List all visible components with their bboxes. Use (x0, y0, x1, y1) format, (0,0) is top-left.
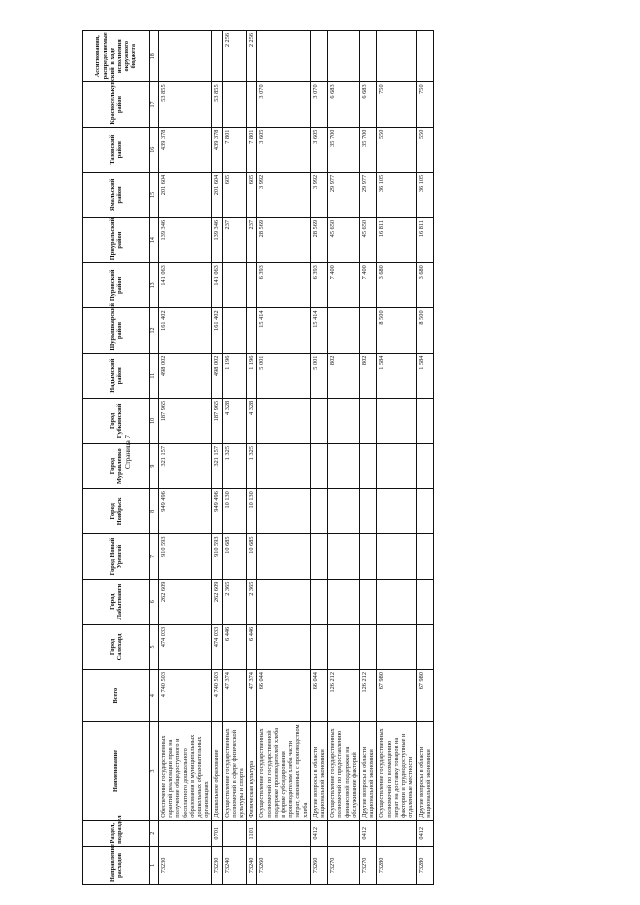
table-cell: 29 977 (328, 172, 360, 217)
column-index-cell: 12 (150, 308, 159, 353)
table-cell: 0701 (212, 820, 222, 846)
table-cell: 3 070 (257, 82, 310, 127)
column-index-cell: 8 (150, 489, 159, 534)
column-header: Город Ноябрьск (83, 489, 150, 534)
table-cell (416, 579, 433, 624)
table-cell: 1 196 (222, 353, 247, 398)
table-cell: 10 685 (247, 534, 257, 579)
table-cell (416, 444, 433, 489)
table-cell: 66 044 (257, 670, 310, 722)
column-header: Пуровский район (83, 263, 150, 308)
table-cell (328, 489, 360, 534)
table-cell: 47 374 (222, 670, 247, 722)
column-header: Город Губкинский (83, 398, 150, 443)
table-cell: Другие вопросы в области национальной экономики (310, 722, 327, 820)
table-cell (377, 624, 416, 669)
table-cell: 141 063 (212, 263, 222, 308)
table-cell: 605 (247, 172, 257, 217)
table-cell: 4 740 503 (159, 670, 212, 722)
table-cell (222, 82, 247, 127)
table-cell (257, 31, 310, 82)
table-cell (416, 624, 433, 669)
column-index-cell: 15 (150, 172, 159, 217)
table-cell: 6 393 (310, 263, 327, 308)
column-header: Наименование (83, 722, 150, 820)
table-row (328, 31, 360, 885)
table-cell: Другие вопросы в области национальной экономики (416, 722, 433, 820)
table-cell (360, 398, 377, 443)
column-index-cell: 3 (150, 722, 159, 820)
column-header: Ямальский район (83, 172, 150, 217)
table-cell: 0412 (310, 820, 327, 846)
table-cell: 2 365 (222, 579, 247, 624)
table-cell: 73240 (222, 846, 247, 884)
table-cell: 73260 (310, 846, 327, 884)
table-cell (328, 579, 360, 624)
table-cell (377, 31, 416, 82)
column-index-cell: 10 (150, 398, 159, 443)
table-cell: Осуществление государственных полномочий по государственной поддержке производителей хлеба в форме субсидирования производителям хлеба части затрат, связанных с производством хлеба (257, 722, 310, 820)
table-cell: 910 593 (159, 534, 212, 579)
table-cell: 550 (416, 127, 433, 172)
table-cell (222, 263, 247, 308)
table-cell: 237 (222, 218, 247, 263)
table-cell (257, 534, 310, 579)
table-cell: 187 965 (159, 398, 212, 443)
table-cell: 8 500 (416, 308, 433, 353)
table-cell (377, 534, 416, 579)
table-cell (328, 398, 360, 443)
column-index-cell: 5 (150, 624, 159, 669)
column-index-cell: 16 (150, 127, 159, 172)
table-cell: 750 (377, 82, 416, 127)
table-cell: 28 569 (257, 218, 310, 263)
table-cell: Осуществление государственных полномочий в сфере физической культуры и спорта (222, 722, 247, 820)
table-cell: 201 604 (159, 172, 212, 217)
table-cell: 7 400 (328, 263, 360, 308)
column-index-cell: 11 (150, 353, 159, 398)
table-row (257, 31, 310, 885)
table-cell (310, 444, 327, 489)
table-cell: 10 685 (222, 534, 247, 579)
table-cell (247, 308, 257, 353)
table-cell: 3 680 (416, 263, 433, 308)
column-header: Красноселькупский район (83, 82, 150, 127)
table-cell: 0412 (416, 820, 433, 846)
table-cell: 3 680 (377, 263, 416, 308)
table-cell: 73260 (257, 846, 310, 884)
rotated-table-container (82, 30, 582, 885)
table-cell (257, 398, 310, 443)
table-row (159, 31, 212, 885)
table-cell (257, 444, 310, 489)
table-cell: 53 855 (159, 82, 212, 127)
table-cell: 8 500 (377, 308, 416, 353)
table-cell: 141 063 (159, 263, 212, 308)
table-cell: 73230 (159, 846, 212, 884)
table-cell: 3 070 (310, 82, 327, 127)
table-cell (247, 263, 257, 308)
table-row (377, 31, 416, 885)
table-cell: 262 609 (212, 579, 222, 624)
table-cell: 161 402 (159, 308, 212, 353)
column-header: Ассигнования, распределяемые в ходе исполнения окружного бюджета (83, 31, 150, 82)
table-cell: 45 650 (328, 218, 360, 263)
table-cell: 36 105 (377, 172, 416, 217)
column-header: Город Новый Уренгой (83, 534, 150, 579)
table-cell: 16 811 (377, 218, 416, 263)
table-row (360, 31, 377, 885)
column-header: Надымский район (83, 353, 150, 398)
table-cell: 1 196 (247, 353, 257, 398)
table-cell: 605 (222, 172, 247, 217)
table-cell (212, 31, 222, 82)
table-cell: 35 700 (328, 127, 360, 172)
column-index-row (150, 31, 159, 885)
table-body (159, 31, 434, 885)
table-cell: 474 033 (212, 624, 222, 669)
table-cell (159, 31, 212, 82)
table-cell (257, 579, 310, 624)
table-cell: Дошкольное образование (212, 722, 222, 820)
table-cell (247, 82, 257, 127)
table-cell: 6 446 (222, 624, 247, 669)
table-cell: 67 980 (416, 670, 433, 722)
table-cell (310, 398, 327, 443)
table-cell (310, 579, 327, 624)
column-header: Приуральский район (83, 218, 150, 263)
table-cell: 802 (328, 353, 360, 398)
table-cell: 67 980 (377, 670, 416, 722)
table-cell: 1 325 (222, 444, 247, 489)
table-cell: 139 346 (212, 218, 222, 263)
table-cell: 126 212 (328, 670, 360, 722)
table-cell: 73240 (247, 846, 257, 884)
table-cell: 28 569 (310, 218, 327, 263)
column-index-cell: 7 (150, 534, 159, 579)
table-cell: 750 (416, 82, 433, 127)
column-index-cell: 18 (150, 31, 159, 82)
table-cell (257, 820, 310, 846)
table-cell (310, 31, 327, 82)
table-cell: 73280 (416, 846, 433, 884)
table-cell: 126 212 (360, 670, 377, 722)
table-cell (416, 534, 433, 579)
table-cell: 7 801 (247, 127, 257, 172)
table-cell (360, 534, 377, 579)
table-cell (310, 489, 327, 534)
table-cell (360, 489, 377, 534)
table-cell (222, 820, 247, 846)
column-header: Город Салехард (83, 624, 150, 669)
column-header: Направление расходов (83, 846, 150, 884)
column-header: Раздел, подраздел (83, 820, 150, 846)
table-cell (328, 308, 360, 353)
table-cell (328, 444, 360, 489)
table-cell: 15 414 (310, 308, 327, 353)
table-cell: Обеспечение государственных гарантий реализации прав на получение общедоступного и бесплатного дошкольного образования в муниципальных дошкольных образовательных организациях (159, 722, 212, 820)
table-cell: 187 965 (212, 398, 222, 443)
table-cell (377, 579, 416, 624)
column-header: Всего (83, 670, 150, 722)
table-cell (328, 31, 360, 82)
table-cell: 73230 (212, 846, 222, 884)
table-cell: 4 328 (247, 398, 257, 443)
table-cell: 1 584 (416, 353, 433, 398)
table-cell (416, 398, 433, 443)
table-cell: 2 256 (222, 31, 247, 82)
table-cell: 47 374 (247, 670, 257, 722)
table-cell: 321 157 (159, 444, 212, 489)
table-cell: 4 740 503 (212, 670, 222, 722)
table-cell: 550 (377, 127, 416, 172)
table-cell: 949 496 (159, 489, 212, 534)
table-cell: Другие вопросы в области национальной экономики (360, 722, 377, 820)
table-cell: 73280 (377, 846, 416, 884)
table-cell: 1 325 (247, 444, 257, 489)
table-cell: 321 157 (212, 444, 222, 489)
table-cell: 15 414 (257, 308, 310, 353)
table-cell (257, 489, 310, 534)
table-cell: 7 801 (222, 127, 247, 172)
table-cell (159, 820, 212, 846)
table-cell: 237 (247, 218, 257, 263)
table-row (310, 31, 327, 885)
table-cell: Физическая культура (247, 722, 257, 820)
table-cell (222, 308, 247, 353)
table-cell: 16 811 (416, 218, 433, 263)
table-cell: 802 (360, 353, 377, 398)
table-cell: 3 992 (257, 172, 310, 217)
table-cell: 262 609 (159, 579, 212, 624)
column-index-cell: 4 (150, 670, 159, 722)
table-cell (377, 820, 416, 846)
table-cell: 498 002 (159, 353, 212, 398)
column-index-cell: 14 (150, 218, 159, 263)
table-cell: 5 001 (257, 353, 310, 398)
table-cell: 1101 (247, 820, 257, 846)
column-header: Шурышкарский район (83, 308, 150, 353)
table-cell (377, 489, 416, 534)
table-cell: Осуществление государственных полномочий по возмещению затрат на доставку товаров на фактории и труднодоступные и отдаленные местности (377, 722, 416, 820)
table-cell: 6 683 (360, 82, 377, 127)
table-cell (416, 31, 433, 82)
table-cell: 0412 (360, 820, 377, 846)
column-header: Город Муравленко (83, 444, 150, 489)
table-cell: 161 402 (212, 308, 222, 353)
column-index-cell: 17 (150, 82, 159, 127)
table-cell: 3 605 (310, 127, 327, 172)
table-cell (310, 534, 327, 579)
table-cell: 910 593 (212, 534, 222, 579)
table-cell (310, 624, 327, 669)
table-cell: 73270 (328, 846, 360, 884)
table-cell: 139 346 (159, 218, 212, 263)
table-cell (377, 444, 416, 489)
table-cell: 36 105 (416, 172, 433, 217)
table-cell: 7 400 (360, 263, 377, 308)
table-cell: 3 992 (310, 172, 327, 217)
table-cell: 10 130 (222, 489, 247, 534)
budget-table (82, 30, 434, 885)
table-cell (360, 444, 377, 489)
table-cell: 5 001 (310, 353, 327, 398)
column-index-cell: 2 (150, 820, 159, 846)
table-row (247, 31, 257, 885)
column-index-cell: 9 (150, 444, 159, 489)
table-cell: 1 584 (377, 353, 416, 398)
column-index-cell: 1 (150, 846, 159, 884)
column-index-cell: 13 (150, 263, 159, 308)
table-cell: 949 496 (212, 489, 222, 534)
table-cell: 6 683 (328, 82, 360, 127)
column-index-cell: 6 (150, 579, 159, 624)
table-cell: 35 700 (360, 127, 377, 172)
table-cell (377, 398, 416, 443)
table-row (212, 31, 222, 885)
table-row (416, 31, 433, 885)
table-cell: 6 446 (247, 624, 257, 669)
table-cell: Осуществление государственных полномочий по предоставлению финансовой поддержки на обслуживание факторий (328, 722, 360, 820)
table-cell: 474 033 (159, 624, 212, 669)
table-cell: 2 256 (247, 31, 257, 82)
column-header: Город Лабытнанги (83, 579, 150, 624)
table-cell (328, 624, 360, 669)
table-cell: 498 002 (212, 353, 222, 398)
header-row (83, 31, 150, 885)
table-cell: 45 650 (360, 218, 377, 263)
table-cell: 53 855 (212, 82, 222, 127)
table-cell: 2 365 (247, 579, 257, 624)
column-header: Тазовский район (83, 127, 150, 172)
table-row (222, 31, 247, 885)
table-cell: 4 328 (222, 398, 247, 443)
table-cell (257, 624, 310, 669)
table-cell: 10 130 (247, 489, 257, 534)
table-cell (328, 820, 360, 846)
table-cell (328, 534, 360, 579)
table-cell: 201 604 (212, 172, 222, 217)
table-cell: 66 044 (310, 670, 327, 722)
table-cell: 439 378 (212, 127, 222, 172)
table-cell: 3 605 (257, 127, 310, 172)
table-cell: 6 393 (257, 263, 310, 308)
table-cell (360, 624, 377, 669)
table-cell: 29 977 (360, 172, 377, 217)
table-cell (360, 31, 377, 82)
table-cell: 439 378 (159, 127, 212, 172)
table-cell: 73270 (360, 846, 377, 884)
table-cell (360, 308, 377, 353)
table-cell (416, 489, 433, 534)
table-cell (360, 579, 377, 624)
